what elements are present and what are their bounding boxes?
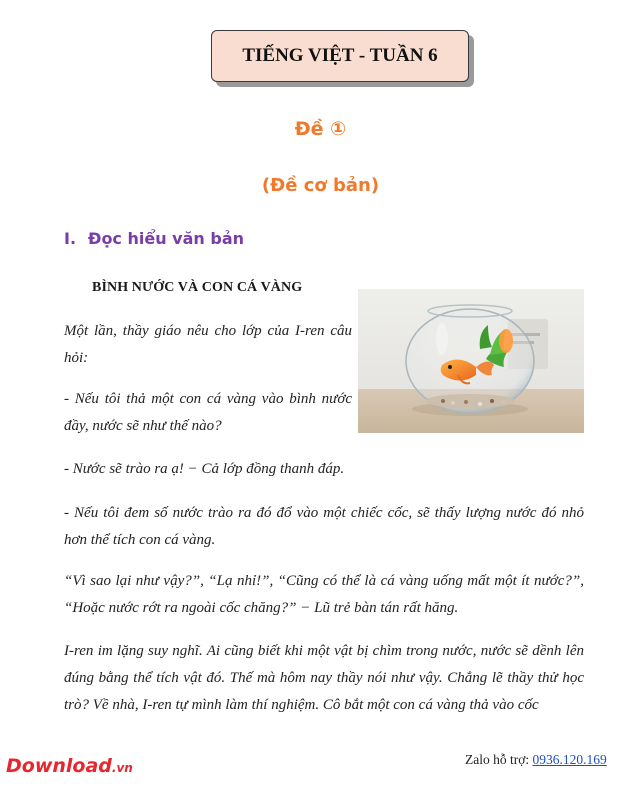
story-paragraph-5: “Vì sao lại như vậy?”, “Lạ nhỉ!”, “Cũng có thể là cá vàng uống mất một ít nước?”, “Hoặc nước rớt ra ngoài cốc chăng?” − Lũ trẻ bàn tán rất hăng. <box>64 573 584 616</box>
section-heading <box>64 229 244 248</box>
story-title: BÌNH NƯỚC VÀ CON CÁ VÀNG <box>92 280 303 295</box>
section-title: Đọc hiểu văn bản <box>88 229 244 248</box>
download-logo[interactable] <box>6 755 133 777</box>
support-label: Zalo hỗ trợ: <box>465 752 530 767</box>
story-paragraph-4: - Nếu tôi đem số nước trào ra đó đổ vào một chiếc cốc, sẽ thấy lượng nước đó nhỏ hơn thể tích con cá vàng. <box>64 505 584 548</box>
story-paragraph-3: - Nước sẽ trào ra ạ! − Cả lớp đồng thanh đáp. <box>64 461 345 477</box>
exam-title: Đề ① <box>294 118 347 140</box>
story-paragraph-1: Một lần, thầy giáo nêu cho lớp của I-ren câu hỏi: <box>64 323 352 366</box>
goldfish-bowl-image <box>358 289 584 433</box>
support-info <box>465 752 607 768</box>
support-phone-link[interactable]: 0936.120.169 <box>532 752 607 767</box>
page-title: TIẾNG VIỆT - TUẦN 6 <box>242 45 438 66</box>
page-title-box <box>211 30 469 82</box>
logo-main-text: Download <box>6 755 112 777</box>
story-paragraph-2: - Nếu tôi thả một con cá vàng vào bình nước đầy, nước sẽ như thế nào? <box>64 391 352 434</box>
story-paragraph-6: I-ren im lặng suy nghĩ. Ai cũng biết khi một vật bị chìm trong nước, nước sẽ dềnh lên đúng bằng thể tích vật đó. Thế mà hôm nay thầy nói như vậy. Chẳng lẽ thầy thử học trò? Về nhà, I-ren tự mình làm thí nghiệm. Cô bắt một con cá vàng thả vào cốc <box>64 643 584 713</box>
exam-subtitle: (Đề cơ bản) <box>261 175 380 196</box>
section-number: I. <box>64 229 77 248</box>
logo-suffix-text: .vn <box>111 761 133 775</box>
